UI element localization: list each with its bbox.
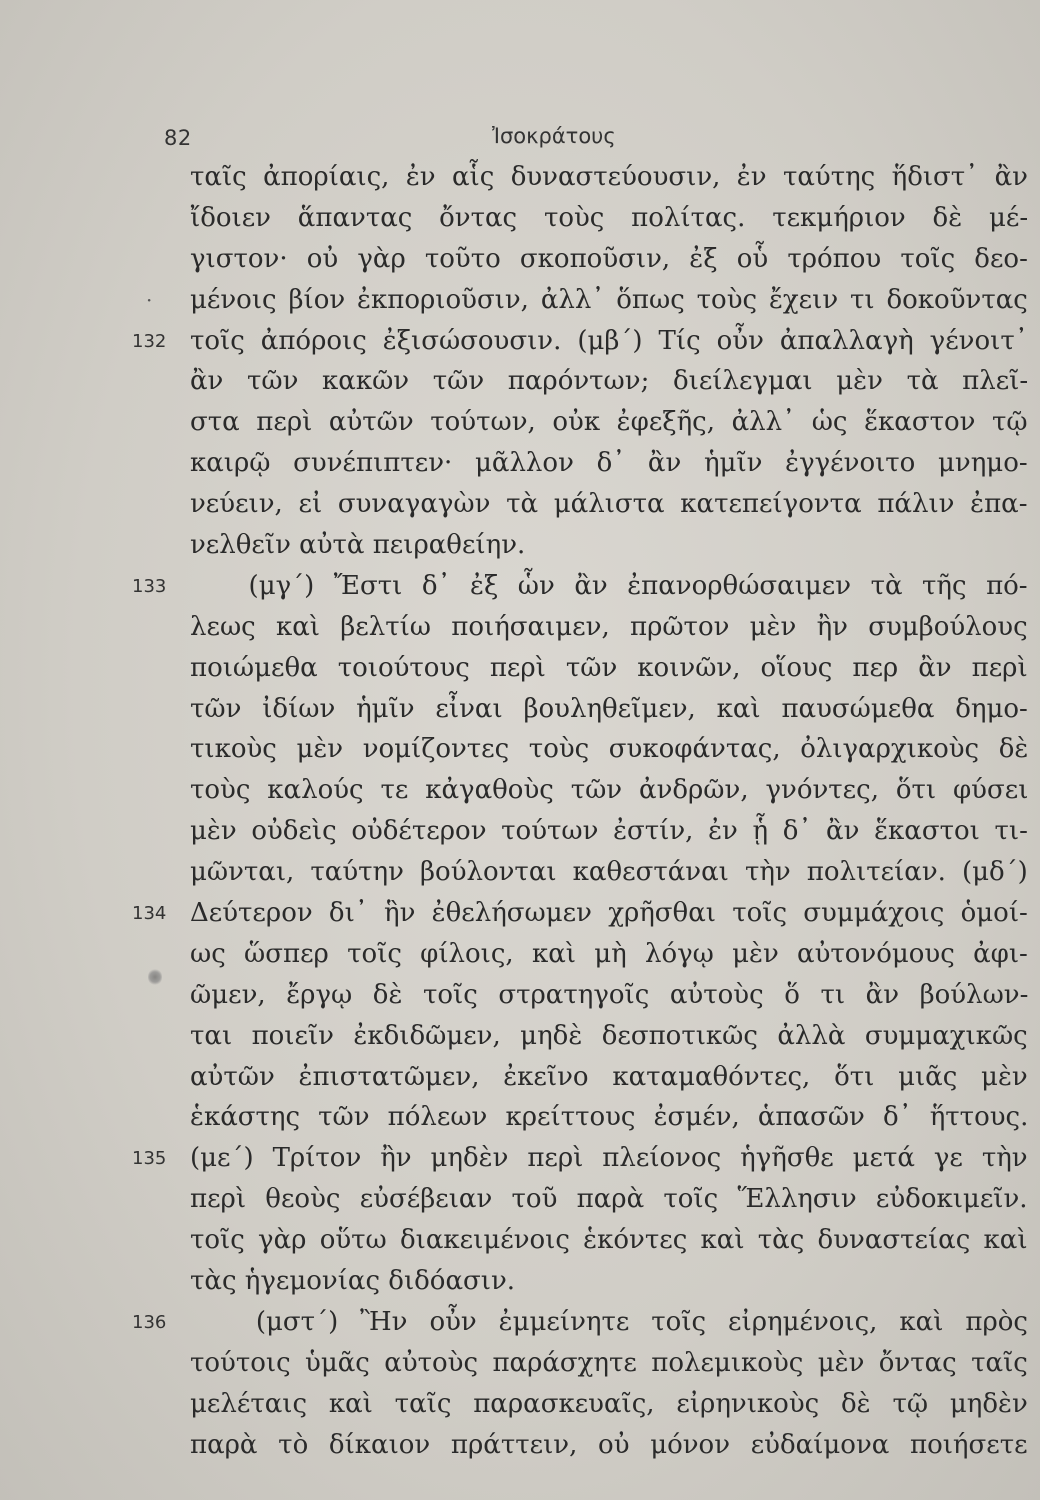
text-line: τοὺς καλούς τε κἀγαθοὺς τῶν ἀνδρῶν, γνόντες, ὅτι φύσει bbox=[190, 775, 1029, 806]
text-line: τικοὺς μὲν νομίζοντες τοὺς συκοφάντας, ὀλιγαρχικοὺς δὲ bbox=[190, 734, 1029, 765]
text-line: ἴδοιεν ἅπαντας ὄντας τοὺς πολίτας. τεκμήριον δὲ μέ- bbox=[190, 202, 1029, 233]
text-line: 136 (μστ´) Ἢν οὖν ἐμμείνητε τοῖς εἰρημένοις, καὶ πρὸς bbox=[190, 1302, 1028, 1343]
text-line: γιστον· οὐ γὰρ τοῦτο σκοποῦσιν, ἐξ οὗ τρόπου τοῖς δεο- bbox=[190, 243, 1028, 274]
text-line: ποιώμεθα τοιούτους περὶ τῶν κοινῶν, οἵους περ ἂν περὶ bbox=[190, 652, 1028, 683]
running-head: Ἰσοκράτους bbox=[492, 124, 616, 148]
text-line: παρὰ τὸ δίκαιον πράττειν, οὐ μόνον εὐδαίμονα ποιήσετε bbox=[190, 1429, 1028, 1460]
page-number: 82 bbox=[164, 126, 192, 150]
section-number: 132 bbox=[132, 330, 167, 352]
text-line: μὲν οὐδεὶς οὐδέτερον τούτων ἐστίν, ἐν ᾗ δ᾽ ἂν ἕκαστοι τι- bbox=[190, 816, 1028, 847]
text-line: · μένοις βίον ἐκποριοῦσιν, ἀλλ᾽ ὅπως τοὺς ἔχειν τι δοκοῦντας bbox=[190, 280, 1028, 321]
text-line: 134 Δεύτερον δι᾽ ἣν ἐθελήσωμεν χρῆσθαι τοῖς συμμάχοις ὁμοί- bbox=[190, 893, 1028, 934]
text-line: μῶνται, ταύτην βούλονται καθεστάναι τὴν πολιτείαν. (μδ´) bbox=[190, 857, 1028, 888]
ink-smudge bbox=[148, 968, 162, 986]
body-text bbox=[132, 157, 1030, 1466]
text-line: ῶμεν, ἔργῳ δὲ τοῖς στρατηγοῖς αὐτοὺς ὅ τι ἂν βούλων- bbox=[190, 979, 1029, 1010]
text-line: αὐτῶν ἐπιστατῶμεν, ἐκεῖνο καταμαθόντες, ὅτι μιᾶς μὲν bbox=[190, 1061, 1028, 1092]
text-line: ἂν τῶν κακῶν τῶν παρόντων; διείλεγμαι μὲν τὰ πλεῖ- bbox=[190, 366, 1029, 397]
text-line: ἑκάστης τῶν πόλεων κρείττους ἐσμέν, ἁπασῶν δ᾽ ἥττους. bbox=[190, 1102, 1029, 1133]
text-line: μελέταις καὶ ταῖς παρασκευαῖς, εἰρηνικοὺς δὲ τῷ μηδὲν bbox=[190, 1388, 1028, 1419]
text-line: 133 (μγ´) Ἔστι δ᾽ ἐξ ὧν ἂν ἐπανορθώσαιμεν τὰ τῆς πό- bbox=[190, 566, 1028, 607]
text-line: περὶ θεοὺς εὐσέβειαν τοῦ παρὰ τοῖς Ἕλλησιν εὐδοκιμεῖν. bbox=[190, 1184, 1028, 1215]
text-line: τούτοις ὑμᾶς αὐτοὺς παράσχητε πολεμικοὺς μὲν ὄντας ταῖς bbox=[190, 1347, 1028, 1378]
text-line: νεύειν, εἰ συναγαγὼν τὰ μάλιστα κατεπείγοντα πάλιν ἐπα- bbox=[190, 489, 1028, 520]
section-number: 134 bbox=[132, 903, 167, 925]
text-line: 135 (με´) Τρίτον ἢν μηδὲν περὶ πλείονος ἡγῆσθε μετά γε τὴν bbox=[190, 1138, 1028, 1179]
text-line: ται ποιεῖν ἐκδιδῶμεν, μηδὲ δεσποτικῶς ἀλλὰ συμμαχικῶς bbox=[190, 1020, 1028, 1051]
section-number: 133 bbox=[132, 575, 167, 597]
section-number: 136 bbox=[132, 1311, 167, 1333]
text-line: τοῖς γὰρ οὕτω διακειμένοις ἑκόντες καὶ τὰς δυναστείας καὶ bbox=[190, 1225, 1028, 1256]
text-line: τῶν ἰδίων ἡμῖν εἶναι βουληθεῖμεν, καὶ παυσώμεθα δημο- bbox=[190, 693, 1028, 724]
text-line: νελθεῖν αὐτὰ πειραθείην. bbox=[190, 530, 526, 561]
text-line: λεως καὶ βελτίω ποιήσαιμεν, πρῶτον μὲν ἢν συμβούλους bbox=[190, 611, 1028, 642]
text-line: ταῖς ἀπορίαις, ἐν αἷς δυναστεύουσιν, ἐν ταύτης ἥδιστ᾽ ἂν bbox=[190, 162, 1028, 192]
text-line: ως ὥσπερ τοῖς φίλοις, καὶ μὴ λόγῳ μὲν αὐτονόμους ἀφι- bbox=[190, 938, 1028, 969]
section-number: 135 bbox=[132, 1148, 167, 1170]
text-line: καιρῷ συνέπιπτεν· μᾶλλον δ᾽ ἂν ἡμῖν ἐγγένοιτο μνημο- bbox=[190, 448, 1028, 479]
text-line: 132 τοῖς ἀπόροις ἐξισώσουσιν. (μβ´) Τίς οὖν ἀπαλλαγὴ γένοιτ᾽ bbox=[190, 321, 1028, 362]
margin-dot-mark: · bbox=[146, 287, 153, 312]
text-line: τὰς ἡγεμονίας διδόασιν. bbox=[190, 1266, 516, 1297]
text-line: στα περὶ αὐτῶν τούτων, οὐκ ἐφεξῆς, ἀλλ᾽ ὡς ἕκαστον τῷ bbox=[190, 407, 1028, 438]
